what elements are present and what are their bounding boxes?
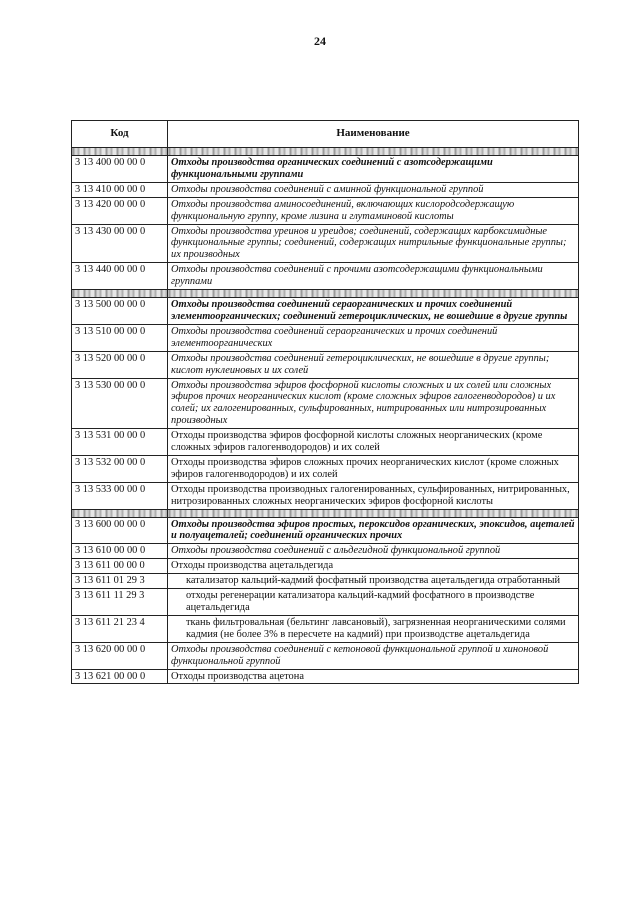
section-separator-row xyxy=(72,290,579,298)
table-row xyxy=(72,263,579,290)
waste-code-cell: 3 13 440 00 00 0 xyxy=(72,263,168,290)
waste-name-cell: Отходы производства соединений сераорганических и прочих соединений элементоорганических xyxy=(168,324,579,351)
waste-code-cell: 3 13 600 00 00 0 xyxy=(72,517,168,544)
waste-name-cell: Отходы производства соединений сераорганических и прочих соединений элементоорганических; соединений гетероциклических, не вошедшие в другие группы xyxy=(168,298,579,325)
table-row xyxy=(72,589,579,616)
waste-code-cell: 3 13 500 00 00 0 xyxy=(72,298,168,325)
table-row xyxy=(72,351,579,378)
waste-name-cell: Отходы производства соединений гетероциклических, не вошедшие в другие группы; кислот нуклеиновых и их солей xyxy=(168,351,579,378)
waste-classification-table xyxy=(71,120,579,684)
table-row xyxy=(72,559,579,574)
waste-code-cell: 3 13 400 00 00 0 xyxy=(72,156,168,183)
table-row xyxy=(72,156,579,183)
waste-code-cell: 3 13 611 01 29 3 xyxy=(72,574,168,589)
section-separator-row xyxy=(72,148,579,156)
waste-name-cell: Отходы производства соединений с прочими азотсодержащими функциональными группами xyxy=(168,263,579,290)
waste-name-cell: Отходы производства аминосоединений, включающих кислородсодержащую функциональную группу, кроме лизина и глутаминовой кислоты xyxy=(168,197,579,224)
separator-cell xyxy=(168,290,579,298)
table-row xyxy=(72,574,579,589)
header-name: Наименование xyxy=(168,121,579,148)
table-row xyxy=(72,615,579,642)
section-separator-row xyxy=(72,509,579,517)
table-row xyxy=(72,544,579,559)
waste-code-cell: 3 13 430 00 00 0 xyxy=(72,224,168,263)
header-code: Код xyxy=(72,121,168,148)
waste-name-cell: Отходы производства органических соединений с азотсодержащими функциональными группами xyxy=(168,156,579,183)
waste-code-cell: 3 13 611 00 00 0 xyxy=(72,559,168,574)
page-number: 24 xyxy=(314,34,326,48)
table-row xyxy=(72,517,579,544)
waste-code-cell: 3 13 611 11 29 3 xyxy=(72,589,168,616)
table-row xyxy=(72,455,579,482)
table-row xyxy=(72,378,579,429)
table-row xyxy=(72,197,579,224)
table-row xyxy=(72,642,579,669)
waste-name-cell: Отходы производства уреинов и уреидов; соединений, содержащих карбоксимидные функциональные группы; соединений, содержащих нитрильные функциональные группы; их производных xyxy=(168,224,579,263)
waste-name-cell: отходы регенерации катализатора кальций-кадмий фосфатного в производстве ацетальдегида xyxy=(168,589,579,616)
waste-name-cell: Отходы производства соединений с кетоновой функциональной группой и хиноновой функциональной группой xyxy=(168,642,579,669)
waste-code-cell: 3 13 420 00 00 0 xyxy=(72,197,168,224)
waste-code-cell: 3 13 611 21 23 4 xyxy=(72,615,168,642)
table-row xyxy=(72,182,579,197)
waste-code-cell: 3 13 510 00 00 0 xyxy=(72,324,168,351)
waste-name-cell: Отходы производства эфиров простых, пероксидов органических, эпоксидов, ацеталей и полуацеталей; соединений органических прочих xyxy=(168,517,579,544)
separator-cell xyxy=(72,509,168,517)
table-row xyxy=(72,324,579,351)
table-row xyxy=(72,429,579,456)
waste-name-cell: ткань фильтровальная (бельтинг лавсановый), загрязненная неорганическими солями кадмия (не более 3% в пересчете на кадмий) при производстве ацетальдегида xyxy=(168,615,579,642)
waste-name-cell: Отходы производства соединений с альдегидной функциональной группой xyxy=(168,544,579,559)
waste-code-cell: 3 13 610 00 00 0 xyxy=(72,544,168,559)
table-row xyxy=(72,298,579,325)
waste-code-cell: 3 13 532 00 00 0 xyxy=(72,455,168,482)
waste-code-cell: 3 13 410 00 00 0 xyxy=(72,182,168,197)
waste-name-cell: Отходы производства ацетальдегида xyxy=(168,559,579,574)
waste-name-cell: катализатор кальций-кадмий фосфатный производства ацетальдегида отработанный xyxy=(168,574,579,589)
waste-name-cell: Отходы производства эфиров сложных прочих неорганических кислот (кроме сложных эфиров галогенводородов) и их солей xyxy=(168,455,579,482)
waste-code-cell: 3 13 533 00 00 0 xyxy=(72,482,168,509)
waste-name-cell: Отходы производства соединений с аминной функциональной группой xyxy=(168,182,579,197)
waste-code-cell: 3 13 530 00 00 0 xyxy=(72,378,168,429)
table-header-row xyxy=(72,121,579,148)
table-row xyxy=(72,669,579,684)
waste-name-cell: Отходы производства эфиров фосфорной кислоты сложных неорганических (кроме сложных эфиров галогенводородов) и их солей xyxy=(168,429,579,456)
separator-cell xyxy=(168,509,579,517)
separator-cell xyxy=(72,290,168,298)
waste-name-cell: Отходы производства эфиров фосфорной кислоты сложных и их солей или сложных эфиров прочих неорганических кислот (кроме сложных эфиров галогенводородов) и их солей; их галогенированных, сульфированных, нитрированных или нитрозированных производных xyxy=(168,378,579,429)
table-row xyxy=(72,224,579,263)
waste-code-cell: 3 13 620 00 00 0 xyxy=(72,642,168,669)
separator-cell xyxy=(168,148,579,156)
waste-code-cell: 3 13 621 00 00 0 xyxy=(72,669,168,684)
table-row xyxy=(72,482,579,509)
waste-name-cell: Отходы производства ацетона xyxy=(168,669,579,684)
waste-name-cell: Отходы производства производных галогенированных, сульфированных, нитрированных, нитрозированных сложных неорганических эфиров фосфорной кислоты xyxy=(168,482,579,509)
waste-code-cell: 3 13 531 00 00 0 xyxy=(72,429,168,456)
waste-code-cell: 3 13 520 00 00 0 xyxy=(72,351,168,378)
separator-cell xyxy=(72,148,168,156)
